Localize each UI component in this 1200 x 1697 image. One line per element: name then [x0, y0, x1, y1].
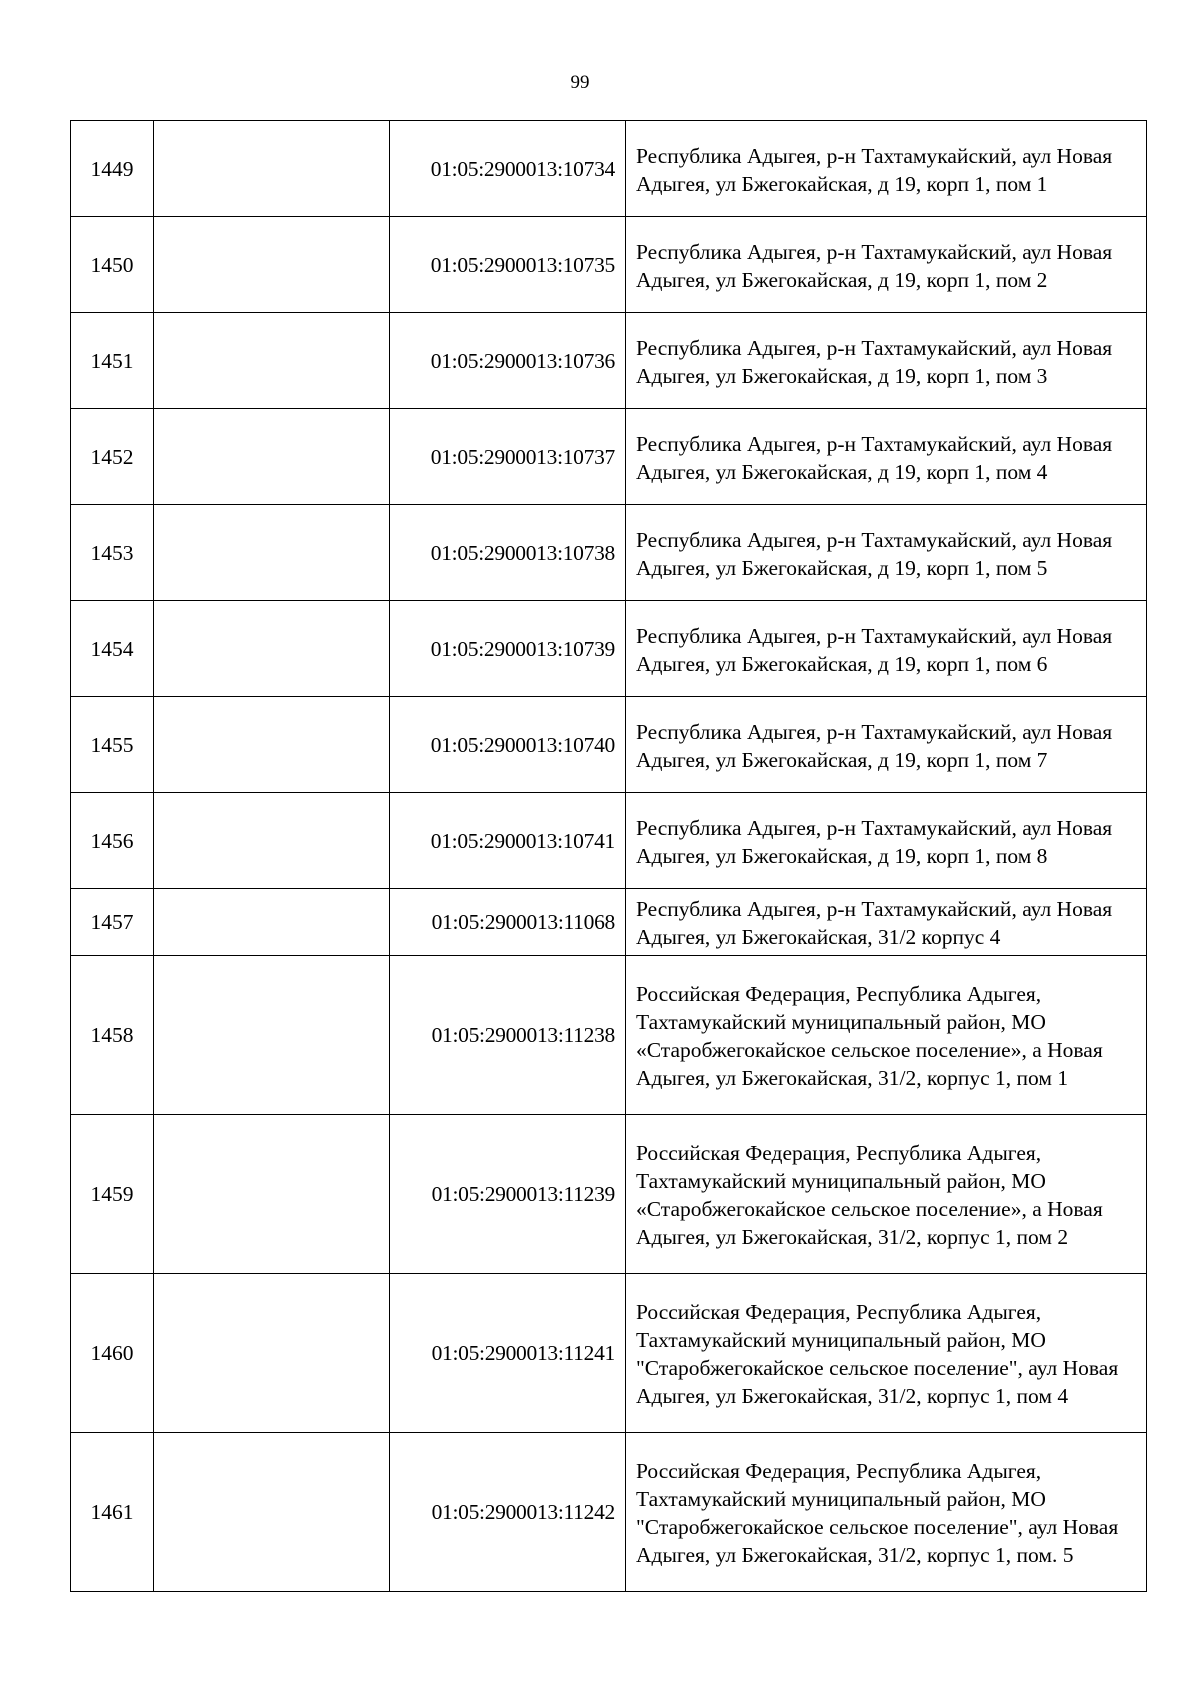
address: Республика Адыгея, р-н Тахтамукайский, аул Новая Адыгея, ул Бжегокайская, д 19, корп 1, пом 4	[626, 409, 1147, 505]
address: Республика Адыгея, р-н Тахтамукайский, аул Новая Адыгея, ул Бжегокайская, д 19, корп 1, пом 2	[626, 217, 1147, 313]
cadastral-number: 01:05:2900013:10738	[390, 505, 626, 601]
table-row	[71, 409, 1147, 505]
row-number: 1452	[71, 409, 154, 505]
empty-cell	[154, 409, 390, 505]
table-row	[71, 505, 1147, 601]
cadastral-number: 01:05:2900013:11242	[390, 1433, 626, 1592]
row-number: 1450	[71, 217, 154, 313]
empty-cell	[154, 217, 390, 313]
table-row	[71, 217, 1147, 313]
table-row	[71, 121, 1147, 217]
address: Российская Федерация, Республика Адыгея, Тахтамукайский муниципальный район, МО «Старобжегокайское сельское поселение», а Новая Адыгея, ул Бжегокайская, 31/2, корпус 1, пом 2	[626, 1115, 1147, 1274]
table-row	[71, 956, 1147, 1115]
table-row	[71, 1433, 1147, 1592]
page-number: 99	[570, 72, 590, 93]
empty-cell	[154, 1115, 390, 1274]
cadastral-number: 01:05:2900013:10734	[390, 121, 626, 217]
cadastral-number: 01:05:2900013:11239	[390, 1115, 626, 1274]
table-row	[71, 313, 1147, 409]
table-row	[71, 1274, 1147, 1433]
address: Российская Федерация, Республика Адыгея, Тахтамукайский муниципальный район, МО "Старобжегокайское сельское поселение", аул Новая Адыгея, ул Бжегокайская, 31/2, корпус 1, пом. 5	[626, 1433, 1147, 1592]
row-number: 1459	[71, 1115, 154, 1274]
cadastral-number: 01:05:2900013:10736	[390, 313, 626, 409]
cadastral-number: 01:05:2900013:10737	[390, 409, 626, 505]
row-number: 1457	[71, 889, 154, 956]
table-row	[71, 601, 1147, 697]
row-number: 1455	[71, 697, 154, 793]
cadastral-number: 01:05:2900013:10741	[390, 793, 626, 889]
address: Российская Федерация, Республика Адыгея, Тахтамукайский муниципальный район, МО "Старобжегокайское сельское поселение", аул Новая Адыгея, ул Бжегокайская, 31/2, корпус 1, пом 4	[626, 1274, 1147, 1433]
empty-cell	[154, 1433, 390, 1592]
empty-cell	[154, 956, 390, 1115]
empty-cell	[154, 697, 390, 793]
empty-cell	[154, 121, 390, 217]
empty-cell	[154, 601, 390, 697]
row-number: 1454	[71, 601, 154, 697]
row-number: 1456	[71, 793, 154, 889]
row-number: 1453	[71, 505, 154, 601]
empty-cell	[154, 313, 390, 409]
table-row	[71, 1115, 1147, 1274]
table-row	[71, 889, 1147, 956]
row-number: 1449	[71, 121, 154, 217]
row-number: 1451	[71, 313, 154, 409]
address: Российская Федерация, Республика Адыгея, Тахтамукайский муниципальный район, МО «Старобжегокайское сельское поселение», а Новая Адыгея, ул Бжегокайская, 31/2, корпус 1, пом 1	[626, 956, 1147, 1115]
cadastral-number: 01:05:2900013:11241	[390, 1274, 626, 1433]
table-row	[71, 697, 1147, 793]
cadastral-number: 01:05:2900013:10739	[390, 601, 626, 697]
address: Республика Адыгея, р-н Тахтамукайский, аул Новая Адыгея, ул Бжегокайская, д 19, корп 1, пом 5	[626, 505, 1147, 601]
empty-cell	[154, 1274, 390, 1433]
address: Республика Адыгея, р-н Тахтамукайский, аул Новая Адыгея, ул Бжегокайская, д 19, корп 1, пом 3	[626, 313, 1147, 409]
row-number: 1458	[71, 956, 154, 1115]
table-row	[71, 793, 1147, 889]
empty-cell	[154, 889, 390, 956]
cadastral-number: 01:05:2900013:11238	[390, 956, 626, 1115]
row-number: 1460	[71, 1274, 154, 1433]
empty-cell	[154, 505, 390, 601]
address: Республика Адыгея, р-н Тахтамукайский, аул Новая Адыгея, ул Бжегокайская, д 19, корп 1, пом 7	[626, 697, 1147, 793]
address: Республика Адыгея, р-н Тахтамукайский, аул Новая Адыгея, ул Бжегокайская, д 19, корп 1, пом 1	[626, 121, 1147, 217]
empty-cell	[154, 793, 390, 889]
cadastral-number: 01:05:2900013:11068	[390, 889, 626, 956]
address: Республика Адыгея, р-н Тахтамукайский, аул Новая Адыгея, ул Бжегокайская, 31/2 корпус 4	[626, 889, 1147, 956]
address: Республика Адыгея, р-н Тахтамукайский, аул Новая Адыгея, ул Бжегокайская, д 19, корп 1, пом 6	[626, 601, 1147, 697]
row-number: 1461	[71, 1433, 154, 1592]
address: Республика Адыгея, р-н Тахтамукайский, аул Новая Адыгея, ул Бжегокайская, д 19, корп 1, пом 8	[626, 793, 1147, 889]
cadastral-number: 01:05:2900013:10735	[390, 217, 626, 313]
cadastral-number: 01:05:2900013:10740	[390, 697, 626, 793]
property-registry-table	[70, 120, 1147, 1592]
